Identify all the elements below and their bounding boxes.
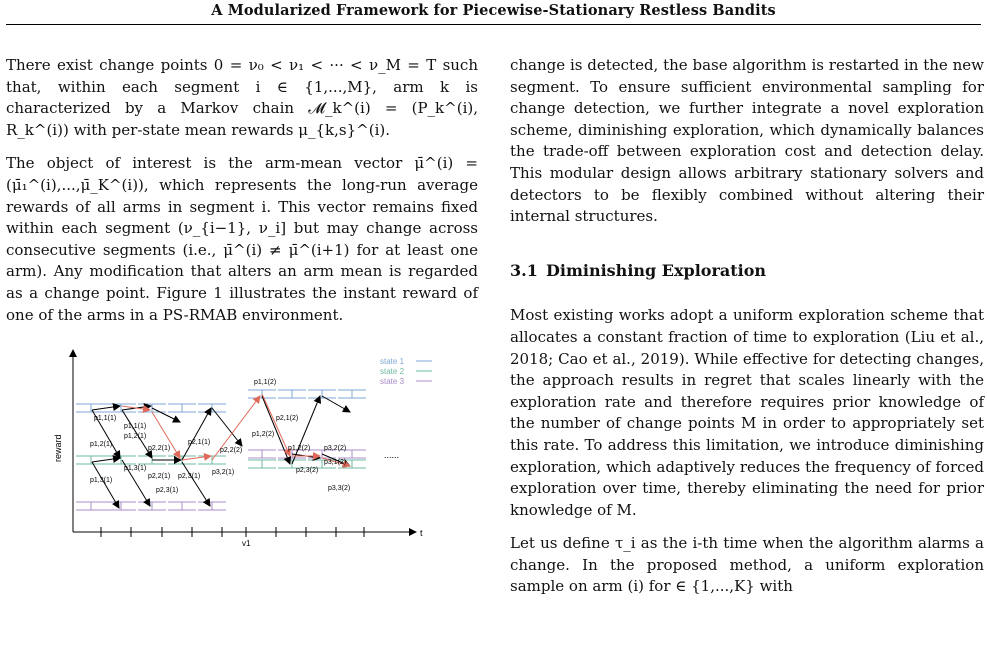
- paragraph-change-points: There exist change points 0 = ν₀ < ν₁ < ··· < ν_M = T such that, within each segment i ∈ {1,...,M}, arm k is characterized by a Markov chain 𝓜_k^(i) = (P_k^(i), R_k^(i)) with per-state mean rewards μ_{k,s}^(i).: [6, 56, 478, 139]
- transition-label: p3,2(2): [324, 445, 347, 453]
- transition-label: p2,1(2): [276, 415, 299, 423]
- y-axis-label: reward: [53, 434, 63, 463]
- transition-label: p2,1(1): [188, 439, 211, 447]
- header-rule: [6, 24, 981, 25]
- section-title: Diminishing Exploration: [546, 260, 767, 280]
- running-head: A Modularized Framework for Piecewise-Stationary Restless Bandits: [211, 2, 776, 19]
- paragraph-alarm-definition: Let us define τ_i as the i-th time when the algorithm alarms a change. In the proposed method, a uniform exploration sample on arm (i) for ∈ {1,...,K} with: [510, 534, 984, 596]
- section-heading: [510, 260, 984, 282]
- transition-label: p2,2(1): [148, 473, 171, 481]
- state1-markers: [76, 390, 366, 412]
- transition-label: p1,3(1): [90, 477, 113, 485]
- legend: [378, 354, 440, 392]
- transition-label: p1,1(1): [94, 415, 117, 423]
- continuation-ellipsis: ......: [384, 450, 400, 461]
- transition-label: p1,2(2): [252, 431, 275, 439]
- legend-label-state3: state 3: [380, 377, 405, 387]
- change-point-label: v1: [242, 539, 251, 549]
- transition-label: p2,3(2): [296, 467, 319, 475]
- transition-arrows-red: [122, 394, 350, 466]
- figure-1: [6, 340, 478, 548]
- transition-label: p2,2(1): [148, 445, 171, 453]
- transition-label: p1,1(2): [254, 379, 277, 387]
- transition-label: p3,2(1): [212, 469, 235, 477]
- transition-label: p1,1(1): [124, 423, 147, 431]
- state3-markers: [76, 450, 366, 510]
- transition-label: p1,2(1): [124, 433, 147, 441]
- transition-label: p1,3(1): [124, 465, 147, 473]
- right-column: [510, 55, 984, 610]
- paragraph-restart: change is detected, the base algorithm is restarted in the new segment. To ensure sufficient environmental sampling for change detection, we further integrate a novel exploration scheme, diminishing exploration, which dynamically balances the trade-off between exploration cost and detection delay. This modular design allows arbitrary stationary solvers and detectors to be flexibly combined without altering their internal structures.: [510, 56, 984, 226]
- reward-diagram: [6, 340, 478, 548]
- paragraph-arm-mean: The object of interest is the arm-mean vector μ̄^(i) = (μ̄₁^(i),...,μ̄_K^(i)), which represents the long-run average rewards of all arms in segment i. This vector remains fixed within each segment (ν_{i−1}, ν_i] but may change across consecutive segments (i.e., μ̄^(i) ≠ μ̄^(i+1) for at least one arm). Any modification that alters an arm mean is regarded as a change point. Figure 1 illustrates the instant reward of one of the arms in a PS-RMAB environment.: [6, 154, 478, 324]
- left-column: [6, 55, 478, 548]
- transition-label: p2,3(1): [178, 473, 201, 481]
- legend-label-state2: state 2: [380, 367, 405, 377]
- x-axis-label: t: [420, 528, 423, 539]
- transition-label: p1,2(2): [288, 445, 311, 453]
- transition-label: p2,3(1): [156, 487, 179, 495]
- paragraph-uniform-exploration: Most existing works adopt a uniform exploration scheme that allocates a constant fraction of time to exploration (Liu et al., 2018; Cao et al., 2019). While effective for detecting changes, the approach results in regret that scales linearly with the exploration rate and therefore requires prior knowledge of the number of change points M in order to appropriately set this rate. To address this limitation, we introduce diminishing exploration, which adaptively reduces the frequency of forced exploration over time, thereby eliminating the need for prior knowledge of M.: [510, 306, 984, 519]
- transition-label: p3,1(2): [324, 459, 347, 467]
- transition-label: p3,3(2): [328, 485, 351, 493]
- legend-label-state1: state 1: [380, 357, 405, 367]
- section-number: 3.1: [510, 260, 538, 280]
- transition-label: p1,2(1): [90, 441, 113, 449]
- transition-label: p2,2(2): [220, 447, 243, 455]
